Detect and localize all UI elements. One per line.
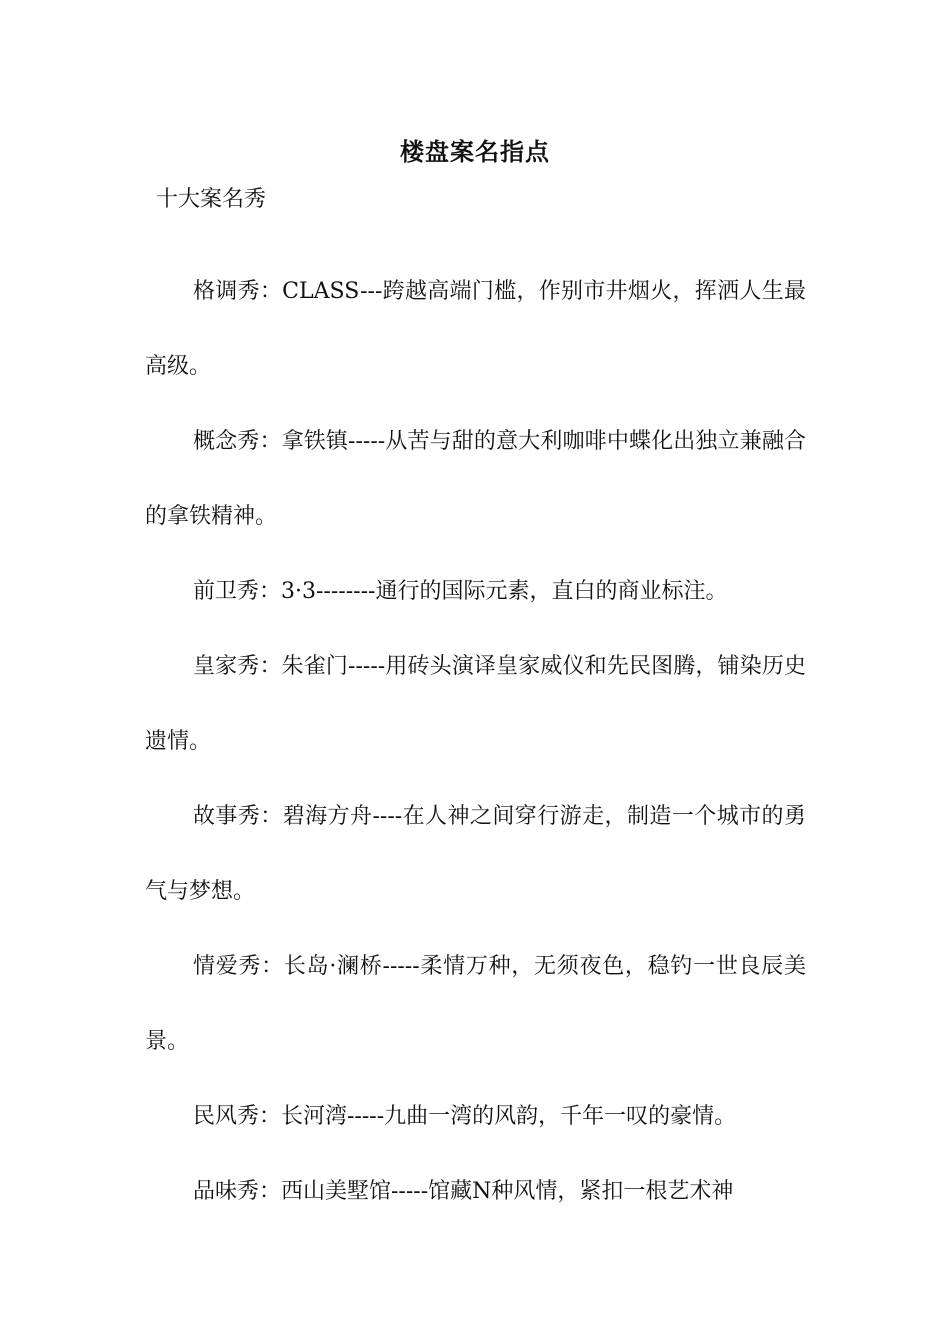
section-heading: 十大案名秀 (156, 187, 267, 212)
paragraph-folk: 民风秀：长河湾-----九曲一湾的风韵，千年一叹的豪情。 (193, 1104, 737, 1129)
document-body (145, 254, 806, 1229)
paragraph-taste: 品味秀：西山美墅馆-----馆藏N种风情，紧扣一根艺术神 (193, 1179, 734, 1204)
paragraph-class: 格调秀：CLASS---跨越高端门槛，作别市井烟火，挥洒人生最高级。 (145, 279, 806, 379)
paragraph-love: 情爱秀：长岛·澜桥-----柔情万种，无须夜色，稳钓一世良辰美景。 (145, 954, 806, 1054)
paragraph-royal: 皇家秀：朱雀门-----用砖头演译皇家威仪和先民图腾，铺染历史遗情。 (145, 654, 806, 754)
paragraph-avant-garde: 前卫秀：3·3--------通行的国际元素，直白的商业标注。 (193, 579, 728, 604)
document-title: 楼盘案名指点 (400, 137, 550, 166)
paragraph-concept: 概念秀：拿铁镇-----从苦与甜的意大利咖啡中蝶化出独立兼融合的拿铁精神。 (145, 429, 806, 529)
paragraph-story: 故事秀：碧海方舟----在人神之间穿行游走，制造一个城市的勇气与梦想。 (145, 804, 806, 904)
